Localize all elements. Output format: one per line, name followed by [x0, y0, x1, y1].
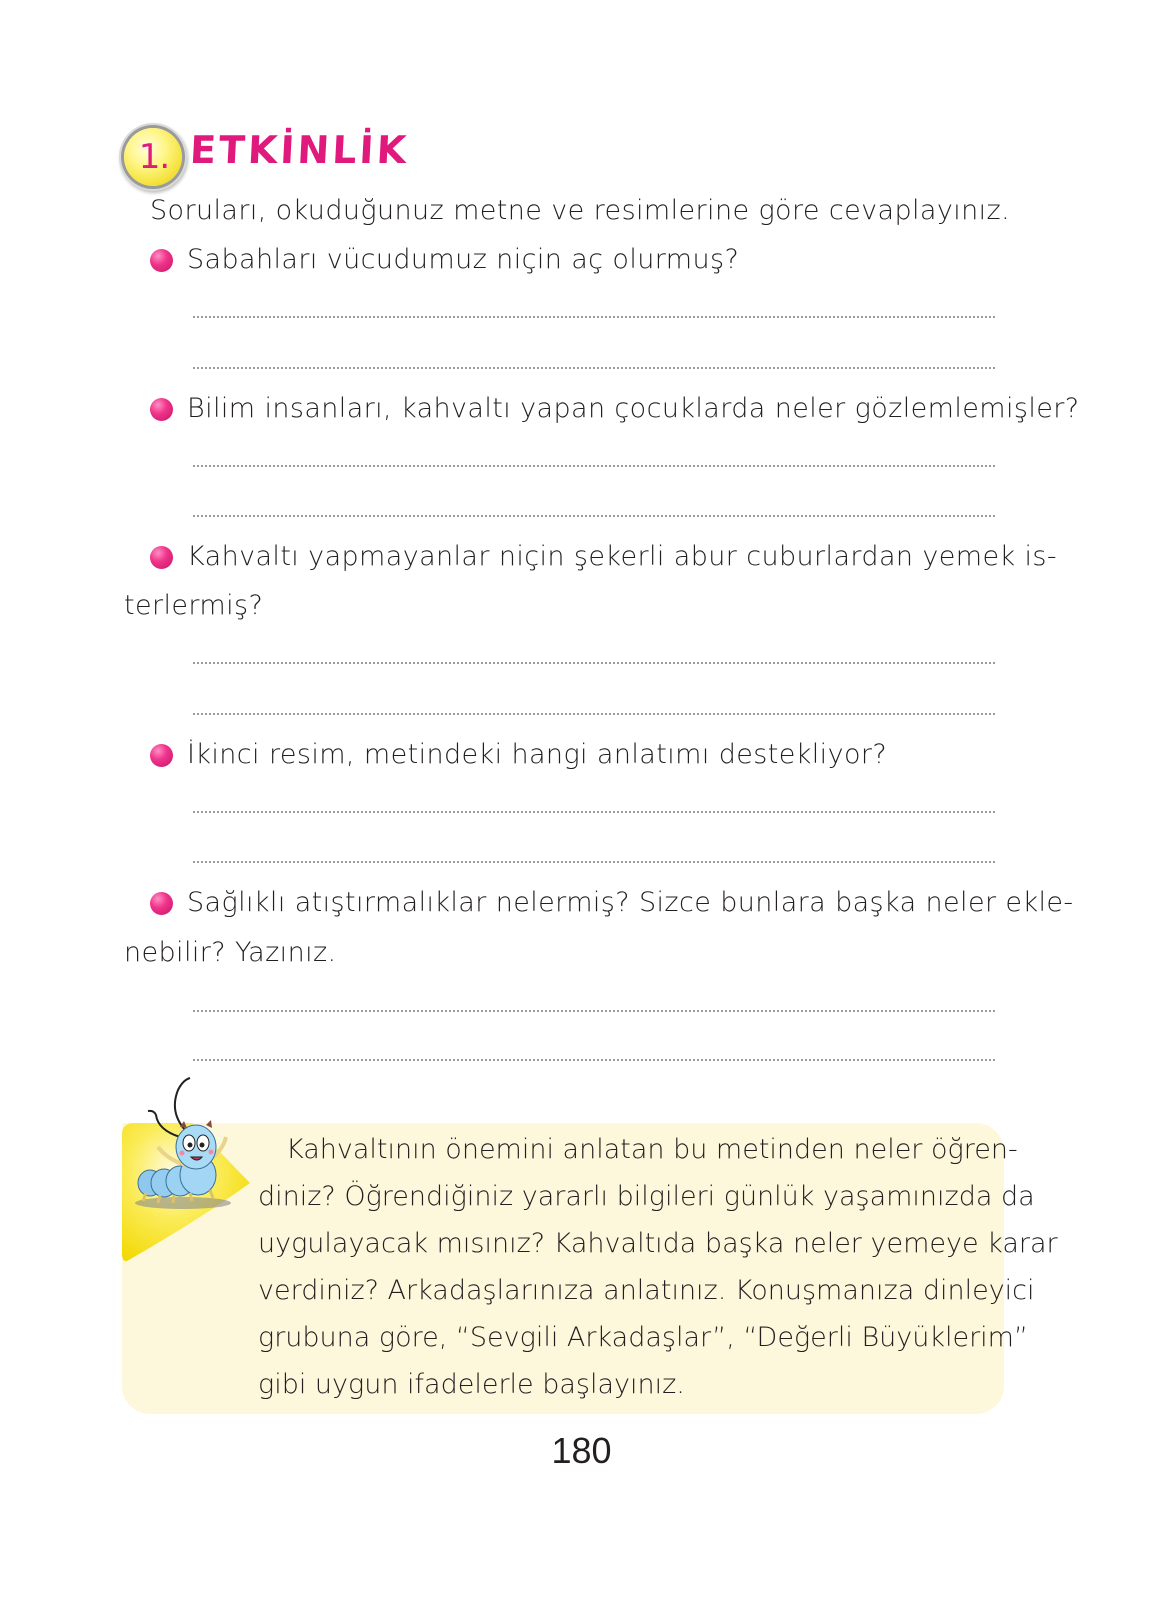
question-3	[150, 540, 1057, 574]
question-4	[150, 738, 887, 772]
answer-line-4b[interactable]	[193, 861, 995, 863]
answer-line-2a[interactable]	[193, 465, 995, 467]
info-line: grubuna göre, “Sevgili Arkadaşlar”, “Değerli Büyüklerim”	[258, 1322, 1028, 1353]
activity-number-badge	[124, 128, 182, 186]
question-5	[150, 886, 1074, 920]
pink-bullet-icon	[150, 744, 173, 767]
question-text: İkinci resim, metindeki hangi anlatımı destekliyor?	[187, 739, 888, 770]
answer-line-5b[interactable]	[193, 1059, 995, 1061]
pink-bullet-icon	[150, 249, 173, 272]
info-line: gibi uygun ifadelerle başlayınız.	[258, 1369, 685, 1400]
question-5-continuation: nebilir? Yazınız.	[124, 937, 337, 968]
question-text: Sağlıklı atıştırmalıklar nelermiş? Sizce bunlara başka neler ekle-	[187, 887, 1074, 918]
answer-line-3a[interactable]	[193, 662, 995, 664]
answer-line-1a[interactable]	[193, 316, 995, 318]
pink-bullet-icon	[150, 892, 173, 915]
activity-title: ETKİNLİK	[188, 128, 411, 172]
page-number: 180	[551, 1430, 612, 1471]
question-text: Bilim insanları, kahvaltı yapan çocuklarda neler gözlemlemişler?	[187, 393, 1080, 424]
info-line: Kahvaltının önemini anlatan bu metinden neler öğren-	[286, 1134, 1018, 1165]
activity-number: 1.	[138, 137, 170, 177]
caterpillar-mascot-icon	[128, 1075, 248, 1210]
answer-line-1b[interactable]	[193, 367, 995, 369]
answer-line-5a[interactable]	[193, 1010, 995, 1012]
pink-bullet-icon	[150, 398, 173, 421]
question-text: Sabahları vücudumuz niçin aç olurmuş?	[187, 244, 740, 275]
question-1	[150, 243, 739, 277]
question-3-continuation: terlermiş?	[124, 590, 264, 621]
pink-bullet-icon	[150, 546, 173, 569]
info-box-text	[258, 1126, 1058, 1408]
info-line: uygulayacak mısınız? Kahvaltıda başka neler yemeye karar	[258, 1228, 1058, 1259]
answer-line-2b[interactable]	[193, 515, 995, 517]
answer-line-3b[interactable]	[193, 713, 995, 715]
instruction-text: Soruları, okuduğunuz metne ve resimlerine göre cevaplayınız.	[150, 195, 1011, 226]
question-text: Kahvaltı yapmayanlar niçin şekerli abur cuburlardan yemek is-	[187, 541, 1058, 572]
question-2	[150, 392, 1080, 426]
info-line: verdiniz? Arkadaşlarınıza anlatınız. Konuşmanıza dinleyici	[258, 1275, 1035, 1306]
info-line: diniz? Öğrendiğiniz yararlı bilgileri günlük yaşamınızda da	[258, 1181, 1035, 1212]
answer-line-4a[interactable]	[193, 811, 995, 813]
